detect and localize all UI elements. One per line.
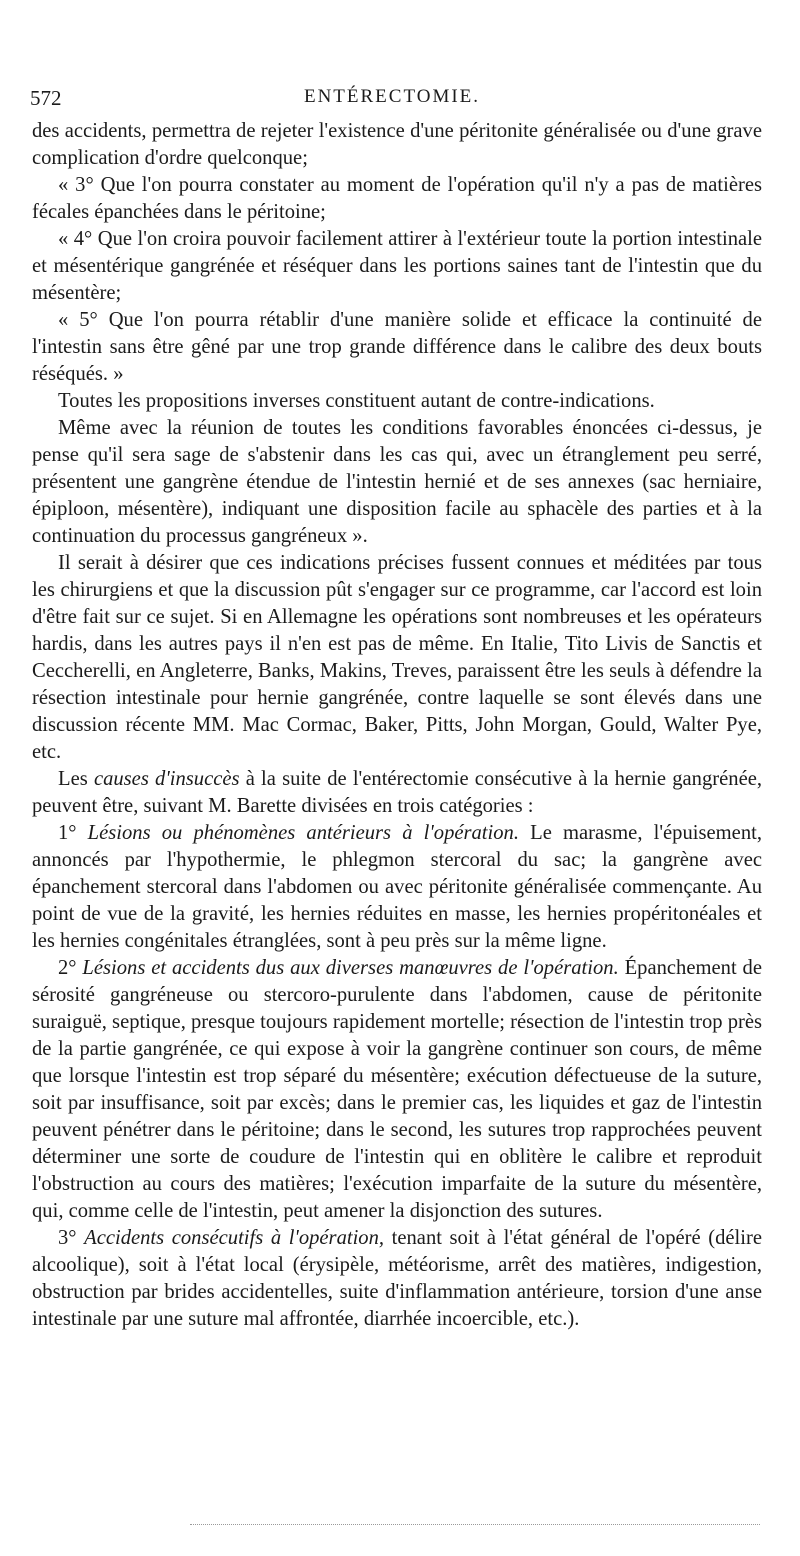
paragraph-text: Toutes les propositions inverses constituent autant de contre-indications. [58,390,655,412]
paragraph-italic-term: Lésions ou phénomènes antérieurs à l'opération. [87,822,519,844]
paragraph-causes-of-failure [32,766,762,820]
running-title: ENTÉRECTOMIE. [303,86,481,107]
paragraph-text: Il serait à désirer que ces indications précises fussent connues et méditées par tous les chirurgiens et que la discussion pût s'engager sur ce programme, car l'accord est loin d'être fait sur ce sujet. Si en Allemagne les opérations sont nombreuses et les opérateurs hardis, dans les autres pays il n'en est pas de même. En Italie, Tito Livis de Sanctis et Ceccherelli, en Angleterre, Banks, Makins, Treves, paraissent être les seuls à défendre la résection intestinale pour hernie gangrénée, contre laquelle se sont élevés dans une discussion récente MM. Mac Cormac, Baker, Pitts, John Morgan, Gould, Walter Pye, etc. [32,552,762,763]
paragraph-text: des accidents, permettra de rejeter l'existence d'une péritonite généralisée ou d'une grave complication d'ordre quelconque; [32,120,762,169]
paragraph-italic-term: Lésions et accidents dus aux diverses manœuvres de l'opération. [82,957,619,979]
paragraph-continuation [32,118,762,172]
paragraph-italic-term: Accidents consécutifs à l'opération, [84,1227,385,1249]
paragraph-lead: 3° [58,1227,85,1249]
paragraph-category-3 [32,1225,762,1333]
paragraph-lead: 2° [58,957,83,979]
paragraph-contra-indications [32,388,762,415]
page-body [32,118,762,1333]
paragraph-text: « 3° Que l'on pourra constater au moment de l'opération qu'il n'y a pas de matières fécales épanchées dans le péritoine; [32,174,762,223]
paragraph-text: Même avec la réunion de toutes les conditions favorables énoncées ci-dessus, je pense qu'il sera sage de s'abstenir dans les cas qui, avec un étranglement peu serré, présentent une gangrène étendue de l'intestin hernié et de ses annexes (sac herniaire, épiploon, mésentère), indiquant une disposition facile au sphacèle des parties et à la continuation du processus gangréneux ». [32,417,762,547]
paragraph-text: « 5° Que l'on pourra rétablir d'une manière solide et efficace la continuité de l'intestin sans être gêné par une trop grande différence dans le calibre des deux bouts réséqués. » [32,309,762,385]
paragraph-surgeons-discussion [32,550,762,766]
paragraph-lead: Les [58,768,94,790]
paragraph-text: à la suite de l'entérectomie consécutive à la hernie gangrénée, peuvent être, suivant M. Barette divisées en trois catégories : [32,768,762,817]
paragraph-italic-term: causes d'insuccès [93,768,240,790]
paragraph-text: Épanchement de sérosité gangréneuse ou stercoro-purulente dans l'abdomen, cause de péritonite suraiguë, septique, presque toujours rapidement mortelle; résection de l'intestin trop près de la partie gangrénée, ce qui expose à voir la gangrène continuer son cours, de même que lorsque l'intestin est trop séparé du mésentère; exécution défectueuse de la suture, soit par insuffisance, soit par excès; dans le premier cas, les liquides et gaz de l'intestin peuvent pénétrer dans le péritoine; dans le second, les sutures trop rapprochées peuvent déterminer une sorte de coudure de l'intestin qui en oblitère le calibre et reproduit l'obstruction au cours des matières; l'exécution imparfaite de la suture du mésentère, qui, comme celle de l'intestin, peut amener la disjonction des sutures. [32,957,763,1222]
footer-bleed-through-line [190,1524,760,1528]
page-number: 572 [30,86,62,110]
paragraph-category-2 [32,955,762,1225]
paragraph-condition-4 [32,226,762,307]
paragraph-abstention [32,415,762,550]
paragraph-lead: 1° [58,822,88,844]
running-header [30,86,754,116]
paragraph-condition-3 [32,172,762,226]
paragraph-text: « 4° Que l'on croira pouvoir facilement attirer à l'extérieur toute la portion intestinale et mésentérique gangrénée et réséquer dans les portions saines tant de l'intestin que du mésentère; [32,228,762,304]
paragraph-category-1 [32,820,762,955]
paragraph-condition-5 [32,307,762,388]
paragraph-text: tenant soit à l'état général de l'opéré (délire alcoolique), soit à l'état local (érysipèle, météorisme, arrêt des matières, indigestion, obstruction par brides accidentelles, suite d'inflammation antérieure, torsion d'une anse intestinale par une suture mal affrontée, diarrhée incoercible, etc.). [32,1227,762,1330]
paragraph-text: Le marasme, l'épuisement, annoncés par l'hypothermie, le phlegmon stercoral du sac; la gangrène avec épanchement stercoral dans l'abdomen ou avec péritonite généralisée commençante. Au point de vue de la gravité, les hernies réduites en masse, les hernies propéritonéales et les hernies congénitales étranglées, sont à peu près sur la même ligne. [32,822,762,952]
